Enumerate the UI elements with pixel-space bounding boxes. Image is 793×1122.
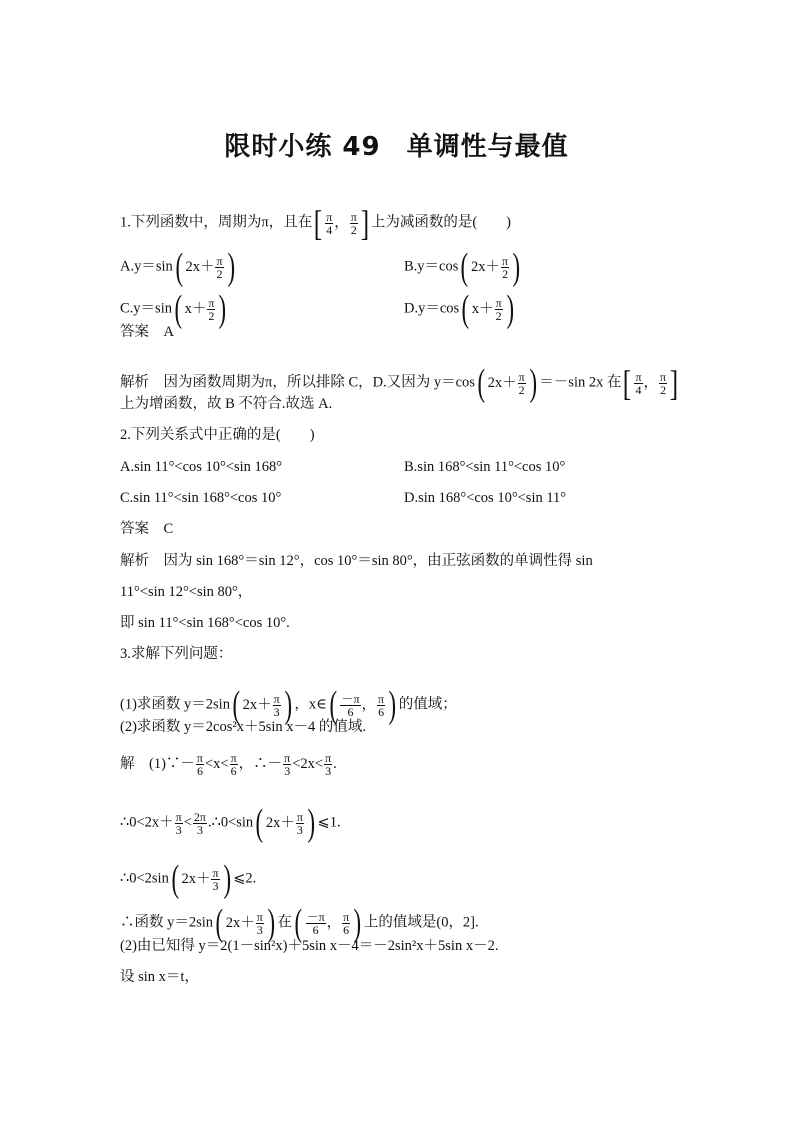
q1-answer: 答案 A [120,324,174,340]
q3-solution-line-6: 设 sin x＝t， [120,969,199,985]
q2-option-c: C.sin 11°<sin 168°<cos 10° [120,490,282,506]
q3-stem: 3.求解下列问题： [120,646,233,662]
q1-option-c: C.y＝sin ( x＋ $\frac{\pi}{2}$ ) [120,288,227,330]
q3-solution-line-5: (2)由已知得 y＝2(1－sin²x)＋5sin x－4＝－2sin²x＋5sin x－2. [120,938,499,954]
q1-stem: 1.下列函数中，周期为π，且在 [ $\frac{\pi}{4}$ ， $\frac{\pi}{2}$ ] 上为减函数的是( ) [120,203,511,243]
q1-analysis: 解析 因为函数周期为π，所以排除 C，D.又因为 y＝cos ( 2x＋ $\frac{\pi}{2}$ ) ＝－sin 2x 在 [ $\frac{\pi}{4}$ ， $\frac{\pi}{2}$ ] [120,362,679,404]
q3-solution-line-3: ∴0<2sin ( 2x＋ $\frac{\pi}{3}$ ) ⩽2. [120,858,257,900]
q2-option-d: D.sin 168°<cos 10°<sin 11° [404,490,567,506]
q2-answer: 答案 C [120,521,174,537]
q1-option-b: B.y＝cos ( 2x＋ $\frac{\pi}{2}$ ) [404,246,521,288]
q2-option-a: A.sin 11°<cos 10°<sin 168° [120,459,283,475]
q1-option-d: D.y＝cos ( x＋ $\frac{\pi}{2}$ ) [404,288,514,330]
q3-part-1: (1)求函数 y＝2sin ( 2x＋ $\frac{\pi}{3}$ ) ，x∈ ( $\frac{-\pi}{6}$ ， $\frac{\pi}{6}$ ) 的值域； [120,684,457,726]
q3-solution-line-2: ∴0<2x＋ $\frac{\pi}{3}$ < $\frac{2\pi}{3}$ .∴0<sin ( 2x＋ $\frac{\pi}{3}$ ) ⩽1. [120,802,341,844]
q3-part-2: (2)求函数 y＝2cos²x＋5sin x－4 的值域. [120,719,367,735]
q2-analysis-3: 即 sin 11°<sin 168°<cos 10°. [120,615,290,631]
q2-option-b: B.sin 168°<sin 11°<cos 10° [404,459,566,475]
q1-option-a: A.y＝sin ( 2x＋ $\frac{\pi}{2}$ ) [120,246,235,288]
page-title: 限时小练 49 单调性与最值 [224,132,569,162]
q2-analysis-2: 11°<sin 12°<sin 80°， [120,584,253,600]
q3-solution-line-4: ∴函数 y＝2sin ( 2x＋ $\frac{\pi}{3}$ ) 在 ( $\frac{-\pi}{6}$ ， $\frac{\pi}{6}$ ) 上的值域是(0，2]. [120,902,479,944]
q3-solution-line-1: 解 (1)∵－ $\frac{\pi}{6}$ <x< $\frac{\pi}{6}$ ，∴－ $\frac{\pi}{3}$ <2x< $\frac{\pi}{3}$ . [120,751,337,778]
q1-analysis-cont: 上为增函数，故 B 不符合.故选 A. [120,396,333,412]
q2-stem: 2.下列关系式中正确的是( ) [120,427,315,443]
q2-analysis-1: 解析 因为 sin 168°＝sin 12°，cos 10°＝sin 80°，由正弦函数的单调性得 sin [120,553,593,569]
